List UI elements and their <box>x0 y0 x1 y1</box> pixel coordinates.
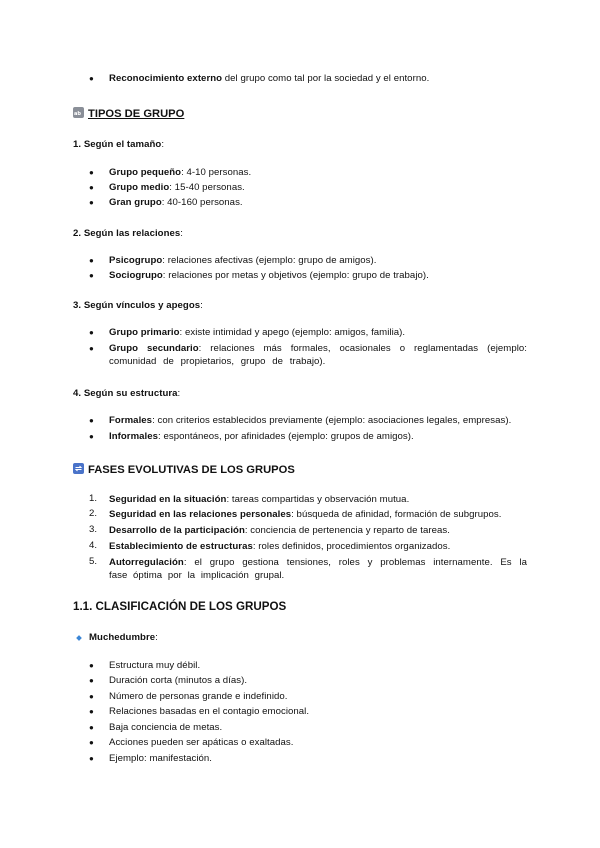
subsection-title: 3. Según vínculos y apegos: <box>73 300 203 311</box>
bullet-icon: ● <box>89 707 94 716</box>
repeat-arrows-icon <box>73 463 84 474</box>
list-item: Psicogrupo: relaciones afectivas (ejemplo: grupo de amigos). <box>109 255 377 266</box>
bullet-icon: ● <box>89 256 94 265</box>
abc-input-icon <box>73 107 84 118</box>
heading-text: TIPOS DE GRUPO <box>88 108 185 120</box>
list-item: Ejemplo: manifestación. <box>109 753 212 764</box>
bullet-icon: ● <box>89 168 94 177</box>
list-item: Desarrollo de la participación: conciencia de pertenencia y reparto de tareas. <box>109 525 450 536</box>
item-term: Reconocimiento externo <box>109 73 223 84</box>
bullet-icon: ● <box>89 738 94 747</box>
list-number: 1. <box>89 493 98 504</box>
list-item: Establecimiento de estructuras: roles definidos, procedimientos organizados. <box>109 541 451 552</box>
list-item: Sociogrupo: relaciones por metas y objetivos (ejemplo: grupo de trabajo). <box>109 270 429 281</box>
svg-text:ab: ab <box>74 111 81 117</box>
list-number: 2. <box>89 508 98 519</box>
list-item: Grupo pequeño: 4-10 personas. <box>109 167 252 178</box>
bullet-icon: ● <box>89 723 94 732</box>
list-item: Relaciones basadas en el contagio emocional. <box>109 706 310 717</box>
list-number: 5. <box>89 556 98 567</box>
section-heading-tipos <box>73 107 184 121</box>
list-number: 4. <box>89 540 98 551</box>
list-item: Gran grupo: 40-160 personas. <box>109 197 243 208</box>
list-item: Duración corta (minutos a días). <box>109 675 248 686</box>
section-heading-clasificacion: 1.1. CLASIFICACIÓN DE LOS GRUPOS <box>73 600 287 613</box>
bullet-icon: ● <box>89 328 94 337</box>
item-text: del grupo como tal por la sociedad y el entorno. <box>222 73 430 84</box>
list-item: Seguridad en la situación: tareas compartidas y observación mutua. <box>109 494 410 505</box>
subsection-title: Muchedumbre: <box>89 632 158 643</box>
bullet-icon: ● <box>89 676 94 685</box>
bullet-icon: ● <box>89 198 94 207</box>
list-item: Baja conciencia de metas. <box>109 722 223 733</box>
list-item: Seguridad en las relaciones personales: búsqueda de afinidad, formación de subgrupos. <box>109 509 502 520</box>
list-item: Autorregulación: el grupo gestiona tensiones, roles y problemas internamente. Es la fase óptima por la implicación grupal. <box>109 557 527 581</box>
subsection-title: 4. Según su estructura: <box>73 388 181 399</box>
list-item: Acciones pueden ser apáticas o exaltadas. <box>109 737 294 748</box>
heading-text: FASES EVOLUTIVAS DE LOS GRUPOS <box>88 464 295 476</box>
list-item: Número de personas grande e indefinido. <box>109 691 288 702</box>
section-heading-fases <box>73 463 295 477</box>
list-item: Grupo primario: existe intimidad y apego (ejemplo: amigos, familia). <box>109 327 406 338</box>
bullet-icon: ● <box>89 183 94 192</box>
bullet-icon: ● <box>89 344 94 353</box>
bullet-icon: ● <box>89 432 94 441</box>
subsection-title: 1. Según el tamaño: <box>73 139 165 150</box>
bullet-icon: ● <box>89 754 94 763</box>
small-blue-diamond-icon <box>76 635 82 641</box>
list-item: Grupo medio: 15-40 personas. <box>109 182 245 193</box>
list-item: Estructura muy débil. <box>109 660 201 671</box>
list-number: 3. <box>89 524 98 535</box>
bullet-icon: ● <box>89 416 94 425</box>
list-item: Grupo secundario: relaciones más formales, ocasionales o reglamentadas (ejemplo: comunidad de propietarios, grupo de trabajo). <box>109 343 527 367</box>
bullet-icon: ● <box>89 661 94 670</box>
bullet-icon: ● <box>89 74 94 83</box>
bullet-icon: ● <box>89 692 94 701</box>
bullet-icon: ● <box>89 271 94 280</box>
list-item: Informales: espontáneos, por afinidades (ejemplo: grupos de amigos). <box>109 431 414 442</box>
subsection-title: 2. Según las relaciones: <box>73 228 183 239</box>
list-item: Formales: con criterios establecidos previamente (ejemplo: asociaciones legales, empresas). <box>109 415 512 426</box>
list-item <box>109 72 429 85</box>
